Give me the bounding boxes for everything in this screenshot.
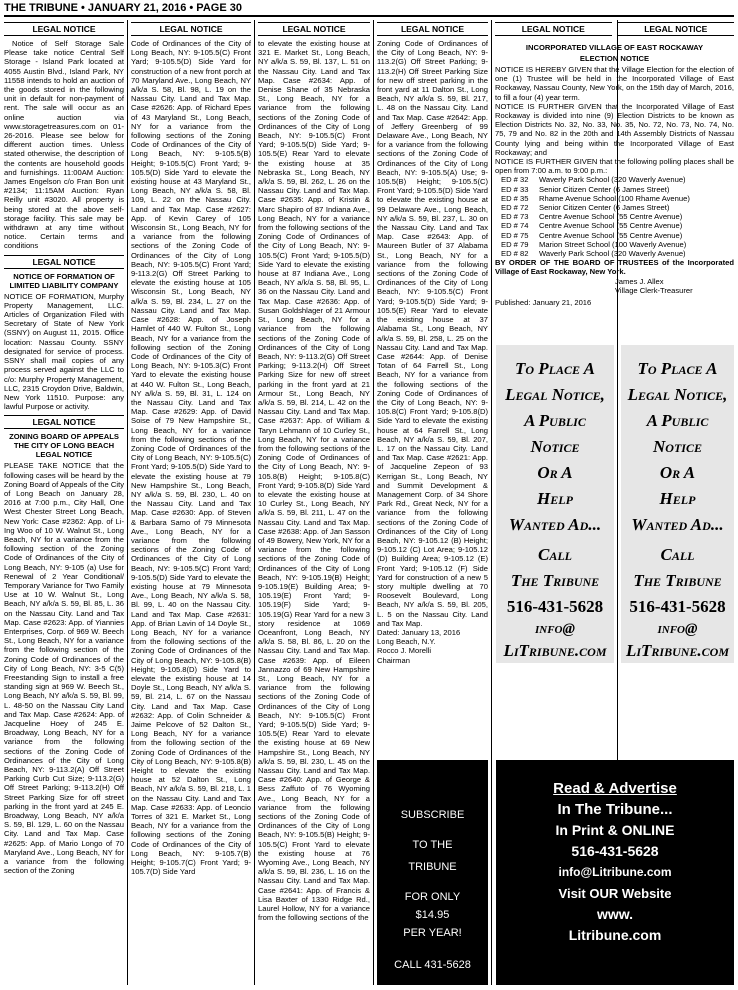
- ad-line: LiTribune.com: [625, 641, 730, 660]
- ad-line: The Tribune: [510, 571, 600, 590]
- legal-notice-heading: LEGAL NOTICE: [4, 255, 124, 269]
- polling-list: [495, 175, 734, 258]
- llc-notice-body: NOTICE OF FORMATION, Murphy Property Management, LLC. Articles of Organization Filed with Secretary of State of New York (SSNY) on August 11, 2015. Office location: Nassau County. SSNY designated for service of process. SSNY shall mail copies of any process served against the LLC to c/o: Murphy Property Management, LLC, 2315 Croydon Drive, Baldwin, New York 11510. Purpose: any lawful Purpose or activity.: [4, 291, 124, 412]
- legal-notice-heading: LEGAL NOTICE: [4, 22, 124, 36]
- column-rule: [491, 20, 492, 985]
- ad-phone: 516-431-5628: [629, 597, 726, 616]
- ad-line: Notice: [530, 437, 580, 456]
- ad-line: www.: [596, 906, 634, 922]
- read-advertise-ad: [496, 760, 734, 985]
- ad-line: In The Tribune...: [557, 801, 673, 818]
- subscribe-line: TO THE: [412, 839, 453, 851]
- polling-row: ED # 33 Senior Citizen Center (6 James Street): [501, 184, 670, 194]
- subscribe-line: $14.95: [415, 909, 450, 921]
- column-4: [377, 20, 488, 665]
- place-notice-ad-left: [496, 345, 614, 663]
- ad-line: info@: [535, 621, 575, 637]
- zoning-notice-continued: to elevate the existing house at 321 E. Market St., Long Beach, NY a/k/a S. 59, Bl. 137, L. 51 on the Nassau City. Land and Tax Map. Case #2634: App. of Denise Shane of 35 Nebraska St., Long Beach, NY for a variance from the following sections of the Zoning Code of Ordinances of the City of Long Beach, NY: 9-105.5(C) Front Yard; 9-105.5(D) Side Yard; 9-105.5(E) Rear Yard to elevate the existing house at 35 Nebraska St., Long Beach, NY a/k/a S. 59, Bl. 262, L. 26 on the Nassau City. Land and Tax Map. Case #2635: App. of Kristin & Marc Shapiro of 87 Indiana Ave., Long Beach, NY for a variance from the following sections of the Zoning Code of Ordinances of the City of Long Beach, NY: 9-105.5(C) Front Yard; 9-105.5(D) Side Yard to elevate the existing house at 87 Indiana Ave., Long Beach, NY a/k/a S. 58, Bl. 95, L. 36 on the Nassau City. Land and Tax Map. Case #2636: App. of Susan Goldshlager of 21 Armour St., Long Beach, NY for a variance from the following sections of the Zoning Code of Ordinances of the City of Long Beach, NY: 9-113.2(G) Off Street Parking; 9-113.2(H) Off Street Parking Size for new off street parking in the front yard at 21 Armour St., Long Beach, NY a/k/a S. 59, Bl. 214, L. 42 on the Nassau City. Land and Tax Map. Case #2637: App. of William & Taryn Lehmann of 10 Curley St., Long Beach, NY for a variance from the following sections of the Zoning Code of Ordinances of the City of Long Beach, NY: 9-105.8(B) Height; 9-105.8(C) Front Yard; 9-105.8(D) Side Yard to elevate the existing house at 10 Curley St., Long Beach, NY a/k/a S. 59, Bl. 211, L. 47 on the Nassau City. Land and Tax Map. Case #2638: App. of Jan Sasson of 49 Bowery, New York, NY for a variance from the following sections of the Zoning Code of Ordinances of the City of Long Beach, NY: 9-105.19(B) Height; 9-105.19(E) Building Area; 9-105.19(E) Front Yard; 9-105.19(F) Side Yard; 9-105.19(G) Rear Yard for a new 3 story residence at 1069 Oceanfront, Long Beach, NY a/k/a S. 58, Bl. 86, L. 20 on the Nassau City. Land and Tax Map. Case #2639: App. of Eileen Jannazzo of 69 New Hampshire St., Long Beach, NY for a variance from the following sections of the Zoning Code of Ordinances of the City of Long Beach, NY: 9-105.5(C) Front Yard; 9-105.5(D) Side Yard; 9-105.5(E) Rear Yard to elevate the existing house at 69 New Hampshire St., Long Beach, NY a/k/a S. 59, Bl. 230, L. 45 on the Nassau City. Land and Tax Map. Case #2640: App. of George & Bess Zaffuto of 76 Wyoming Ave., Long Beach, NY for a variance from the following sections of the Zoning Code of Ordinances of the City of Long Beach, NY: 9-105.5(B) Height; 9-105.5(C) Front Yard to elevate the existing house at 76 Wyoming Ave., Long Beach, NY a/k/a S. 59, Bl. 236, L. 16 on the Nassau City. Land and Tax Map. Case #2641: App. of Francis & Lisa Baxter of 1330 Ridge Rd., Laurel Hollow, NY for a variance from the following sections of the: [258, 39, 370, 923]
- subscribe-line: CALL 431-5628: [394, 959, 471, 971]
- polling-row: ED # 35 Rhame Avenue School (100 Rhame Avenue): [501, 193, 690, 203]
- ad-phone: 516-431-5628: [506, 597, 604, 616]
- election-para-1: NOTICE IS HEREBY GIVEN that the Village Election for the election of one (1) Trustee will be held in the Incorporated Village of East Rockaway, Nassau County, New York, on the 15th day of March, 2016, to fill a four (4) year term.: [495, 65, 734, 102]
- signatory-name: Rocco J. Morelli: [377, 646, 432, 656]
- legal-notice-heading: LEGAL NOTICE: [4, 415, 124, 429]
- subscribe-ad: [377, 760, 488, 985]
- legal-notice-heading: LEGAL NOTICE: [258, 22, 370, 36]
- legal-notice-heading: LEGAL NOTICE: [495, 22, 612, 36]
- election-notice: [495, 20, 734, 350]
- polling-row: ED # 72 Senior Citizen Center (6 James Street): [501, 203, 670, 213]
- ad-line: In Print & ONLINE: [555, 822, 675, 838]
- legal-notice-heading: LEGAL NOTICE: [377, 22, 488, 36]
- subscribe-line: FOR ONLY: [404, 891, 461, 903]
- polling-row: ED # 32 Waverly Park School (320 Waverly Avenue): [501, 175, 686, 185]
- storage-sale-notice: Notice of Self Storage Sale Please take notice Central Self Storage - Island Park located at 4055 Austin Blvd., Island Park, NY 11558 intends to hold an auction of the goods stored in the following unit in default for non-payment of rent. The sale will occur as an online auction via www.storagetreasures.com on 01-26-2016. Please see below for different auction times. Unless stated otherwise, the description of the contents are household goods and furnishings. 11:00AM Auction: James Engelson c/o Fran Bon unit #2134; 11:15AM Auction: Ryan Reilly unit #3020. All property is being stored at the above self-storage facility. This sale may be withdrawn at any time without notice. Certain terms and conditions: [4, 39, 124, 251]
- zoning-notice-continued: Zoning Code of Ordinances of the City of Long Beach, NY: 9-113.2(G) Off Street Parking; 9-113.2(H) Off Street Parking Size for new off street parking in the front yard at 11 Dalton St., Long Beach, NY a/k/a S. 59, Bl. 217, L. 48 on the Nassau City. Land and Tax Map. Case #2642: App. of Jeffery Greenberg of 99 Delaware Ave., Long Beach, NY for a variance from the following sections of the Zoning Code of Ordinances of the City of Long Beach, NY: 9-105.5(A) Use; 9-105.5(B) Height; 9-105.5(C) Front Yard; 9-105.5(D) Side Yard to elevate the existing house at 99 Delaware Ave., Long Beach, NY a/k/a S. 59, Bl. 237, L. 30 on the Nassau City. Land and Tax Map. Case #2643: App. of Maureen Butler of 37 Alabama St., Long Beach, NY for a variance from the following sections of the Zoning Code of Ordinances of the City of Long Beach, NY: 9-105.5(C) Front Yard; 9-105.5(D) Side Yard; 9-105.5(E) Rear Yard to elevate the existing house at 37 Alabama St., Long Beach, NY a/k/a S. 59, Bl. 258, L. 25 on the Nassau City. Land and Tax Map. Case #2644: App. of Denise Totan of 64 Farrell St., Long Beach, NY for a variance from the following sections of the Zoning Code of Ordinances of the City of Long Beach, NY: 9-105.8(C) Front Yard; 9-105.8(D) Side Yard to elevate the existing house at 64 Farrell St., Long Beach, NY a/k/a S. 59, Bl. 207, L. 17 on the Nassau City. Land and Tax Map. Case #2621: App. of Jacqueline Zepeon of 93 Kerrigan St., Long Beach, NY and Summit Development & Management Corp. of 34 Shore Park Rd., Great Neck, NY for a variance from the following sections of the Zoning Code of Ordinances of the City of Long Beach, NY: 9-105.12 (B) Height; 9-105.12 (C) Lot Area; 9-105.12 (D) Building Area; 9-105.12 (E) Front Yard; 9-105.12 (F) Side Yard for construction of a new 5 story multiple dwelling at 70 Roosevelt Boulevard, Long Beach, NY a/k/a S. 59, Bl. 205, L. 5 on the Nassau City. Land and Tax Map.: [377, 39, 488, 628]
- place-notice-ad-right: [621, 345, 734, 663]
- ad-website: Litribune.com: [568, 927, 662, 943]
- polling-row: ED # 74 Centre Avenue School (55 Centre Avenue): [501, 221, 683, 231]
- ad-line: Call: [660, 545, 695, 564]
- published-date: Published: January 21, 2016: [495, 298, 592, 308]
- ad-line: Help: [537, 489, 573, 508]
- subscribe-line: PER YEAR!: [403, 927, 462, 939]
- polling-row: ED # 75 Centre Avenue School (55 Centre Avenue): [501, 230, 683, 240]
- ad-line: Visit OUR Website: [558, 886, 672, 901]
- page-header: THE TRIBUNE • JANUARY 21, 2016 • PAGE 30: [4, 2, 242, 14]
- column-1: [4, 20, 124, 985]
- ad-line: To Place A: [637, 359, 718, 378]
- dated-line: Dated: January 13, 2016: [377, 628, 461, 637]
- election-para-3: NOTICE IS FURTHER GIVEN that the following polling places shall be open from 7:00 a.m. to 9:00 p.m.:: [495, 157, 734, 176]
- ad-line: Read & Advertise: [553, 780, 677, 797]
- place-line: Long Beach, N.Y.: [377, 637, 436, 647]
- column-rule: [373, 20, 374, 985]
- ad-line: Or A: [659, 463, 696, 482]
- ad-email: info@Litribune.com: [558, 865, 672, 879]
- ad-line: Legal Notice,: [627, 385, 728, 404]
- legal-notice-heading: LEGAL NOTICE: [131, 22, 251, 36]
- ad-line: To Place A: [515, 359, 595, 378]
- column-rule: [127, 20, 128, 985]
- subscribe-line: TRIBUNE: [408, 861, 457, 873]
- board-order: BY ORDER OF THE BOARD OF TRUSTEES of the Incorporated Village of East Rockaway, New York.: [495, 258, 734, 277]
- ad-line: info@: [657, 621, 698, 637]
- ad-line: Wanted Ad...: [508, 515, 602, 534]
- ad-line: Or A: [537, 463, 573, 482]
- clerk-title: Village Clerk-Treasurer: [615, 285, 693, 295]
- ad-line: A Public: [646, 411, 709, 430]
- ad-line: Call: [537, 545, 572, 564]
- ad-phone: 516-431-5628: [571, 843, 659, 859]
- polling-row: ED # 73 Centre Avenue School (55 Centre Avenue): [501, 212, 683, 222]
- column-rule: [254, 20, 255, 985]
- ad-line: Help: [659, 489, 696, 508]
- ad-line: Wanted Ad...: [631, 515, 724, 534]
- election-title: INCORPORATED VILLAGE OF EAST ROCKAWAY: [525, 43, 704, 52]
- ad-line: Notice: [653, 437, 702, 456]
- polling-row: ED # 82 Waverly Park School (320 Waverly Avenue): [501, 249, 686, 259]
- polling-row: ED # 79 Marion Street School (100 Waverly Avenue): [501, 239, 687, 249]
- election-subtitle: ELECTION NOTICE: [579, 54, 650, 63]
- ad-line: LiTribune.com: [503, 641, 607, 660]
- legal-notice-heading: LEGAL NOTICE: [618, 22, 735, 36]
- llc-notice-title: NOTICE OF FORMATION OF LIMITED LIABILITY COMPANY: [9, 271, 119, 290]
- header-rule: [4, 15, 734, 17]
- subscribe-line: SUBSCRIBE: [400, 809, 465, 821]
- zoning-notice-title: ZONING BOARD OF APPEALS THE CITY OF LONG BEACH LEGAL NOTICE: [9, 432, 119, 460]
- signatory-role: Chairman: [377, 655, 410, 665]
- ad-line: Legal Notice,: [505, 385, 605, 404]
- election-para-2: NOTICE IS FURTHER GIVEN that the Incorporated Village of East Rockaway is divided into nine (9) Election Districts to be known as Election Districts No. 32, No. 33, No. 35, No. 72, No. 73, No. 74, No. 75, 79 and No. 82 in the 20th and 14th Assembly Districts of Nassau County lying and being within the Incorporated Village of East Rockaway; and: [495, 101, 734, 157]
- zoning-notice-body: PLEASE TAKE NOTICE that the following cases will be heard by the Zoning Board of Appeals of the City of Long Beach on January 28, 2016 at 7:00 p.m., City Hall, One West Chester Street Long Beach, New York: Case #2362: App. of Li-Ing Woo of 10 W. Walnut St., Long Beach, NY for a variance from the following section of the Zoning Code of Ordinances of the City of Long Beach, NY: 9-105 (a) Use for Renewal of 2 Year Conditional/ Temporary Variance for Two Family Use at 10 W. Walnut St., Long Beach, NY a/k/a S. 59, Bl. 85, L. 36 on the Nassau City. Land and Tax Map. Case #2623: App. of Yiannies Enterprises, Corp. of 969 W. Beech St., Long Beach, NY for a variance from the following section of the Zoning Code of Ordinances of the City of Long Beach, NY: 3-5 C(5) Freestanding Sign to install a free standing sign at 969 W. Beech St., Long Beach, NY a/k/a S. 59, Bl. 99, L. 48-50 on the Nassau City Land and Tax Map. Case #2624: App. of Jacqueline Hoey of 245 E. Broadway, Long Beach, NY for a variance from the following sections of the Zoning Code of Ordinances of the City of Long Beach, NY: 9-113.2(A) Off Street Parking Curb Cut Size; 9-113.2(G) Off Street Parking; 9-113.2(H) Off Street Parking Size for off street parking in the front yard at 245 E. Broadway, Long Beach, NY a/k/a S. 59, Bl. 129, L. 60 on the Nassau City. Land and Tax Map. Case #2625: App. of Mario Longo of 70 Maryland Ave., Long Beach, NY for a variance from the following section of the Zoning: [4, 461, 124, 876]
- column-2: [131, 20, 251, 985]
- ad-line: The Tribune: [633, 571, 722, 590]
- clerk-name: James J. Allex: [615, 276, 664, 286]
- column-3: [258, 20, 370, 985]
- zoning-notice-continued: Code of Ordinances of the City of Long Beach, NY: 9-105.5(C) Front Yard; 9-105.5(D) Side Yard for construction of a new front porch at 70 Maryland Ave., Long Beach, NY a/k/a S. 58, Bl. 98, L. 19 on the Nassau City. Land and Tax Map. Case #2626: App. of Richard Epes of 43 Maryland St., Long Beach, NY for a variance from the following sections of the Zoning Code of Ordinances of the City of Long Beach, NY: 9-105.5(B) Height; 9-105.5(C) Front Yard; 9-105.5(D) Side Yard to elevate the existing house at 43 Maryland St., Long Beach, NY a/k/a S. 58, Bl. 109, L. 22 on the Nassau City. Land and Tax Map. Case #2627: App. of Kevin Carey of 105 Wisconsin St., Long Beach, NY for a variance from the following sections of the Zoning Code of Ordinances of the City of Long Beach, NY: 9-105.5(C) Front Yard; 9-113.2(G) Off Street Parking to elevate the existing house at 105 Wisconsin St., Long Beach, NY a/k/a S. 59, Bl. 234, L. 27 on the Nassau City. Land and Tax Map. Case #2628: App. of Joseph Hamlet of 440 W. Fulton St., Long Beach, NY for a variance from the following section of the Zoning Code of Ordinances of the City of Long Beach, NY: 9-105.3(C) Front Yard to elevate the existing house at 440 W. Fulton St., Long Beach, NY a/k/a S. 59, Bl. 31, L. 124 on the Nassau City. Land and Tax Map. Case #2629: App. of David Soise of 79 New Hampshire St., Long Beach, NY for a variance from the following sections of the Zoning Code of Ordinances of the City of Long Beach, NY: 9-105.5(C) Front Yard; 9-105.5(D) Side Yard to elevate the existing house at 79 New Hampshire St., Long Beach, NY a/k/a S. 59, Bl. 230, L. 40 on the Nassau City. Land and Tax Map. Case #2630: App. of Steven & Barbara Samo of 79 Minnesota Ave., Long Beach, NY for a variance from the following sections of the Zoning Code of Ordinances of the City of Long Beach, NY: 9-105.5(C) Front Yard; 9-105.5(D) Side Yard to elevate the existing house at 79 Minnesota Ave., Long Beach, NY a/k/a S. 58, Bl. 99, L. 40 on the Nassau City. Land and Tax Map. Case #2631: App. of Brian Lavin of 14 Doyle St., Long Beach, NY for a variance from the following sections of the Zoning Code of Ordinances of the City of Long Beach, NY: 9-105.8(B) Height; 9-105.8(D) Side Yard to elevate the existing house at 14 Doyle St., Long Beach, NY a/k/a S. 59, Bl. 214, L. 67 on the Nassau City. Land and Tax Map. Case #2632: App. of Colin Schneider & Jaime Pelcove of 52 Dalton St., Long Beach, NY for a variance from the following section of the Zoning Code of Ordinances of the City of Long Beach, NY: 9-105.8(B) Height to elevate the existing house at 52 Dalton St., Long Beach, NY a/k/a S. 59, Bl. 218, L. 1 on the Nassau City. Land and Tax Map. Case #2633: App. of Leoncio Torres of 321 E. Market St., Long Beach, NY for a variance from the following sections of the Zoning Code of Ordinances of the City of Long Beach, NY: 9-105.7(B) Height; 9-105.7(C) Front Yard; 9-105.7(D) Side Yard: [131, 39, 251, 877]
- ad-line: A Public: [524, 411, 586, 430]
